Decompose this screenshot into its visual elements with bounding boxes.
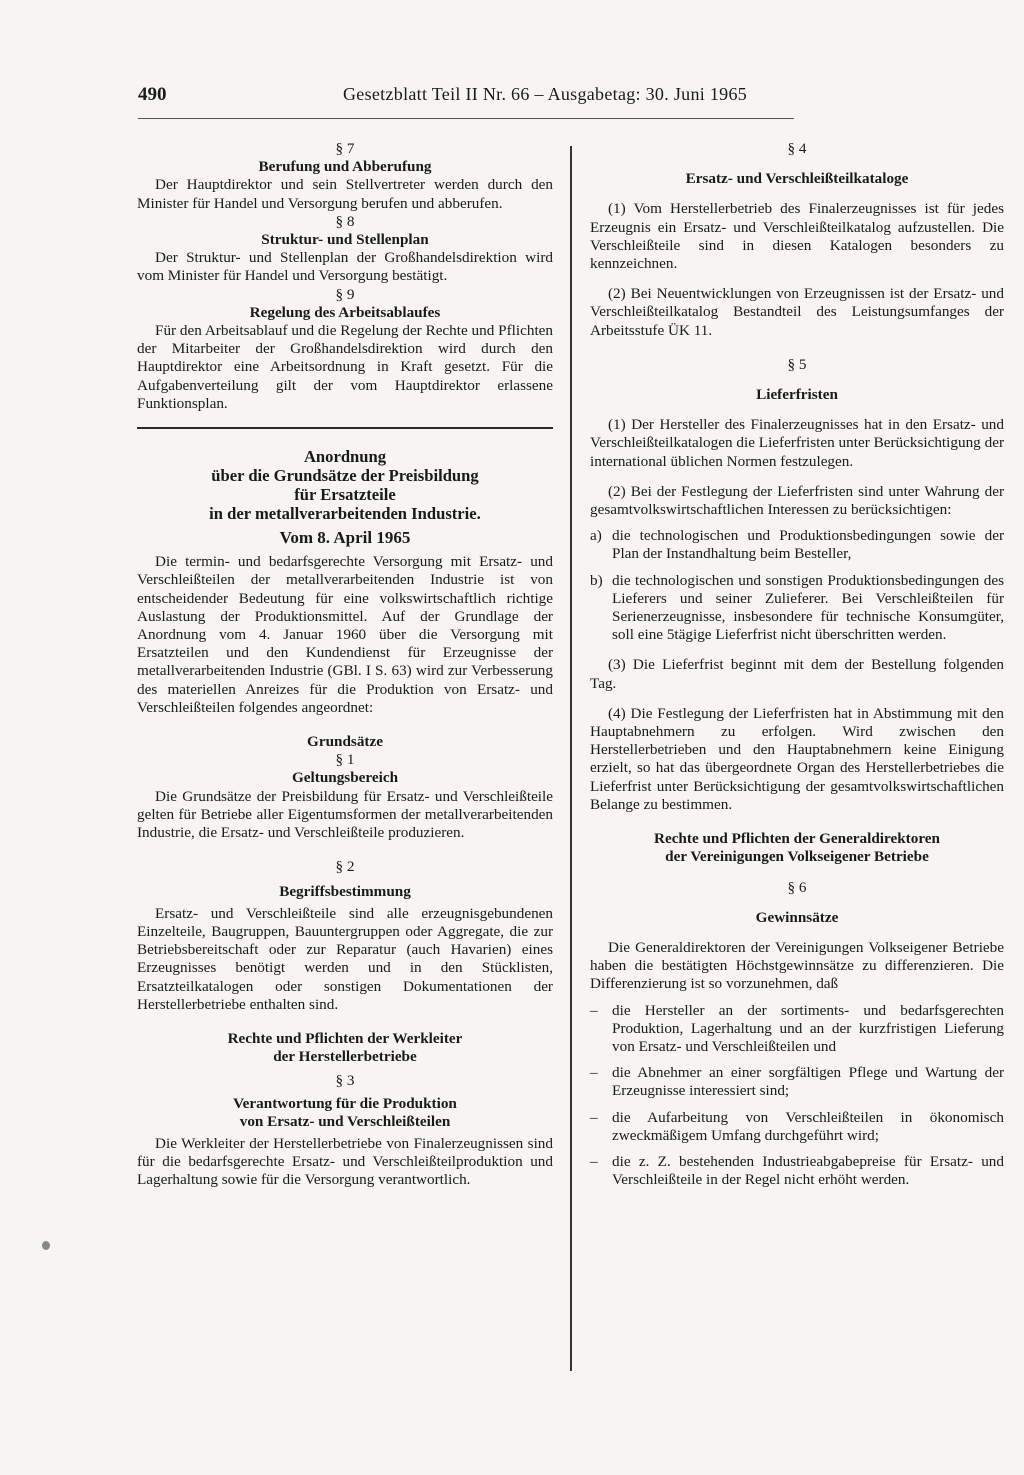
section-4-para-2: (2) Bei Neuentwicklungen von Erzeugnissen ist der Ersatz- und Verschleißteilkatalog Bestandteil des Leistungsumfanges der Arbeitsstufe ÜK 11. (590, 285, 1004, 339)
dash-item-3 (590, 1109, 1004, 1145)
header-rule (138, 118, 794, 119)
dash-marker: – (590, 1108, 598, 1126)
ink-blot (42, 1241, 50, 1250)
werkleiter-heading-line-1: Rechte und Pflichten der Werkleiter (227, 1029, 463, 1047)
section-9-text: Für den Arbeitsablauf und die Regelung der Rechte und Pflichten der Mitarbeiter der Großhandelsdirektion wird durch den Hauptdirektor eine Arbeitsordnung in Kraft gesetzt. Für die Aufgabenverteilung gilt der vom Hauptdirektor erlassene Funktionsplan. (137, 322, 553, 412)
dash-marker: – (590, 1064, 598, 1082)
section-9-heading: Regelung des Arbeitsablaufes (249, 303, 441, 321)
title-line-3: für Ersatzteile (294, 485, 396, 505)
generaldirektoren-heading-line-1: Rechte und Pflichten der Generaldirektoren (653, 830, 940, 848)
section-4-sign: § 4 (787, 140, 807, 157)
dash-item-1-text: die Hersteller an der sortiments- und bedarfsgerechten Produktion, Lagerhaltung und an der kurzfristigen Lieferung von Ersatz- und Verschleißteilen und (612, 1001, 1004, 1055)
running-head: Gesetzblatt Teil II Nr. 66 – Ausgabetag: 30. Juni 1965 (343, 84, 748, 104)
dash-item-2-text: die Abnehmer an einer sorgfältigen Pflege und Wartung der Erzeugnisse interessiert sind; (612, 1064, 1004, 1100)
section-8-text: Der Struktur- und Stellenplan der Großhandelsdirektion wird vom Minister für Handel und Versorgung bestätigt. (137, 249, 553, 285)
section-7-sign: § 7 (335, 140, 355, 157)
section-7-text: Der Hauptdirektor und sein Stellvertreter werden durch den Minister für Handel und Versorgung berufen und abberufen. (137, 176, 553, 212)
dash-marker: – (590, 1152, 598, 1170)
section-5-para-4: (4) Die Festlegung der Lieferfristen hat in Abstimmung mit den Hauptabnehmern zu erfolgen. Wird zwischen den Herstellerbetrieben und den Hauptabnehmern keine Einigung erzielt, so hat das übergeordnete Organ des Herstellerbetriebes die Lieferfrist unter Berücksichtigung der gesamtvolkswirtschaftlichen Belange zu bestimmen. (590, 704, 1004, 813)
column-divider (570, 146, 572, 1371)
dash-item-1 (590, 1002, 1004, 1057)
list-item-b-marker: b) (590, 571, 603, 589)
section-3-sign: § 3 (335, 1072, 355, 1090)
section-6-intro: Die Generaldirektoren der Vereinigungen Volkseigener Betriebe haben die bestätigten Höchstgewinnsätze zu differenzieren. Die Differenzierung ist so vorzunehmen, daß (590, 938, 1004, 993)
section-9-sign: § 9 (335, 285, 355, 303)
section-5-sign: § 5 (787, 355, 807, 373)
section-3-heading-line-2: von Ersatz- und Verschleißteilen (239, 1112, 451, 1130)
section-5-para-1: (1) Der Hersteller des Finalerzeugnisses hat in den Ersatz- und Verschleißteilkatalogen die Lieferfristen unter Berücksichtigung der international üblichen Normen festzulegen. (590, 416, 1004, 470)
page-number: 490 (138, 84, 167, 105)
section-6-heading: Gewinnsätze (755, 908, 839, 926)
list-item-b-text: die technologischen und sonstigen Produktionsbedingungen des Lieferers und seiner Zulieferer. Bei Verschleißteilen für Serienerzeugnisse, insbesondere für technische Konsumgüter, soll eine 5tägige Lieferfrist nicht überschritten werden. (612, 571, 1004, 644)
dash-marker: – (590, 1001, 598, 1019)
list-item-a-text: die technologischen und Produktionsbedingungen sowie der Plan der Instandhaltung beim Besteller, (612, 527, 1004, 563)
section-3-text: Die Werkleiter der Herstellerbetriebe von Finalerzeugnissen sind für die bedarfsgerechte Ersatz- und Verschleißteilproduktion und Lagerhaltung sowie für die Versorgung verantwortlich. (137, 1134, 553, 1189)
preamble: Die termin- und bedarfsgerechte Versorgung mit Ersatz- und Verschleißteilen der metallverarbeitenden Industrie ist von entscheidender Bedeutung für eine volkswirtschaftlich richtige Auslastung der Produktionsmittel. Auf der Grundlage der Anordnung vom 4. Januar 1960 über die Versorgung mit Ersatzteilen und den Kundendienst für Erzeugnisse der metallverarbeitenden Industrie (GBl. I S. 63) wird zur Verbesserung des materiellen Anreizes für die Produktion von Ersatz- und Verschleißteilen folgendes angeordnet: (137, 553, 553, 716)
list-item-a-marker: a) (590, 527, 602, 545)
dash-item-4-text: die z. Z. bestehenden Industrieabgabepreise für Ersatz- und Verschleißteile in der Regel nicht erhöht werden. (612, 1152, 1004, 1189)
section-4-para-1: (1) Vom Herstellerbetrieb des Finalerzeugnisses ist für jedes Erzeugnis ein Ersatz- und Verschleißteilkatalog aufzustellen. Die Verschleißteile sind in diesen Katalogen besonders zu kennzeichnen. (590, 200, 1004, 273)
section-1-sign: § 1 (335, 751, 355, 769)
section-5-para-2: (2) Bei der Festlegung der Lieferfristen sind unter Wahrung der gesamtvolkswirtschaftlichen Interessen zu berücksichtigen: (590, 482, 1004, 519)
section-divider (137, 427, 553, 429)
section-8-heading: Struktur- und Stellenplan (261, 231, 429, 249)
right-column (590, 140, 1004, 1189)
section-1-text: Die Grundsätze der Preisbildung für Ersatz- und Verschleißteile gelten für Betriebe aller Eigentumsformen der metallverarbeitenden Industrie, die Ersatz- und Verschleißteile produzieren. (137, 787, 553, 842)
dash-item-4 (590, 1153, 1004, 1189)
title-line-2: über die Grundsätze der Preisbildung (211, 466, 479, 486)
section-6-sign: § 6 (787, 878, 807, 896)
section-2-text: Ersatz- und Verschleißteile sind alle erzeugnisgebundenen Einzelteile, Baugruppen, Bauuntergruppen oder Aggregate, die zur Betriebsbereitschaft oder zur Reparatur (auch Havarien) eines Erzeugnisses benötigt werden und in den Stücklisten, Ersatzteilkatalogen oder sonstigen Dokumentationen der Herstellerbetriebe enthalten sind. (137, 904, 553, 1013)
dash-item-3-text: die Aufarbeitung von Verschleißteilen in ökonomisch zweckmäßigem Umfang durchgeführt wird; (612, 1108, 1004, 1144)
ordinance-date: Vom 8. April 1965 (279, 528, 411, 548)
section-3-heading-line-1: Verantwortung für die Produktion (233, 1094, 457, 1112)
list-item-b (590, 572, 1004, 645)
section-4-heading: Ersatz- und Verschleißteilkataloge (685, 170, 909, 188)
section-8-sign: § 8 (335, 212, 355, 230)
werkleiter-heading-line-2: der Herstellerbetriebe (273, 1048, 417, 1066)
list-item-a (590, 527, 1004, 563)
section-1-heading: Geltungsbereich (291, 769, 399, 787)
section-7-heading: Berufung und Abberufung (258, 158, 432, 176)
section-5-heading: Lieferfristen (756, 386, 838, 404)
generaldirektoren-heading-line-2: der Vereinigungen Volkseigener Betriebe (665, 848, 929, 866)
grundsaetze-heading: Grundsätze (307, 733, 383, 751)
section-2-sign: § 2 (335, 858, 355, 876)
dash-item-2 (590, 1064, 1004, 1100)
section-5-para-3: (3) Die Lieferfrist beginnt mit dem der Bestellung folgenden Tag. (590, 656, 1004, 692)
ordinance-title (137, 447, 553, 523)
section-2-heading: Begriffsbestimmung (279, 882, 411, 900)
left-column (137, 140, 553, 1190)
title-line-4: in der metallverarbeitenden Industrie. (209, 504, 481, 524)
page-header (138, 84, 794, 114)
title-line-1: Anordnung (303, 447, 387, 467)
